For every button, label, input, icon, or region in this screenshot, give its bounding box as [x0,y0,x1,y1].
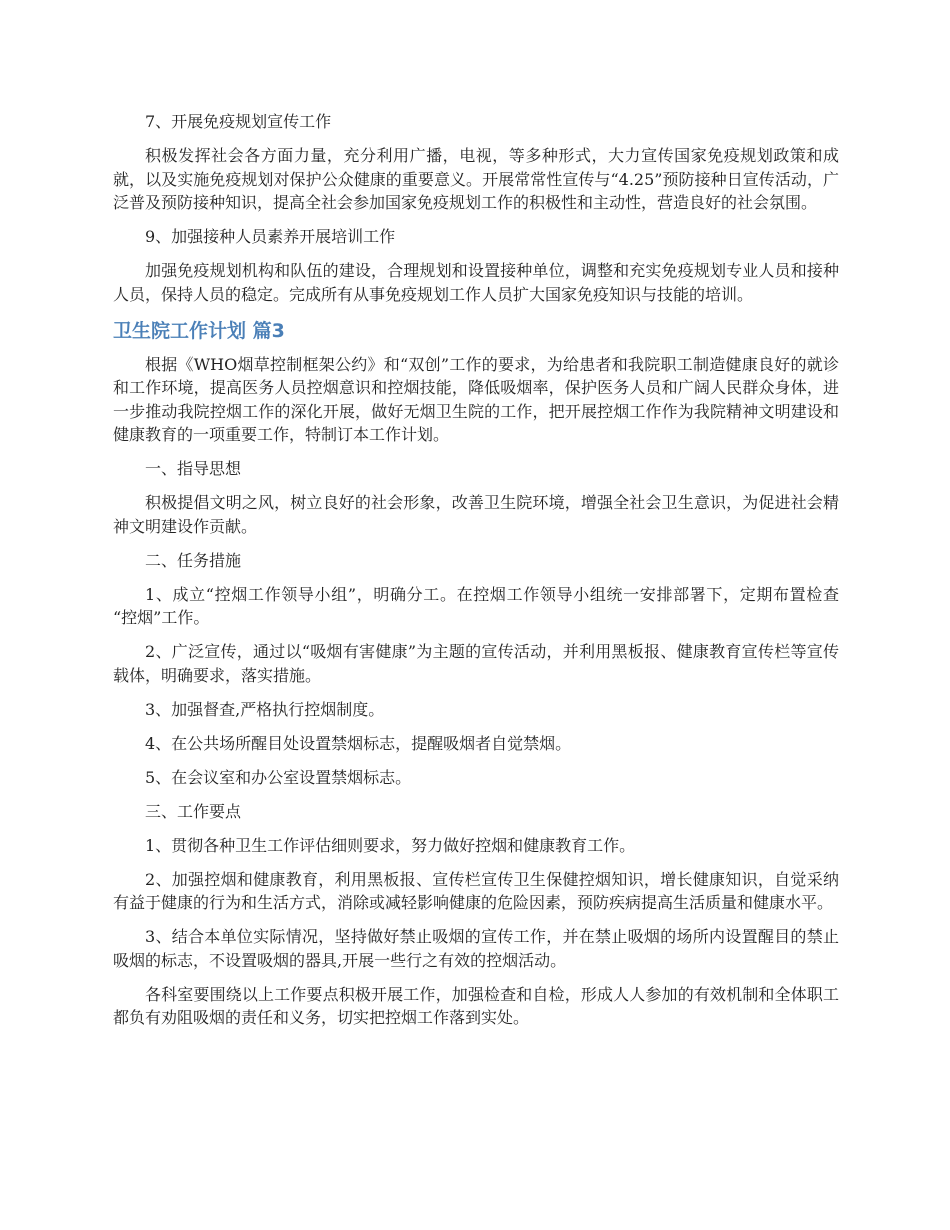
article-heading: 卫生院工作计划 篇3 [113,319,285,342]
section-title-9: 9、加强接种人员素养开展培训工作 [145,227,396,246]
section-title-key-points: 三、工作要点 [145,801,242,821]
list-item: 3、加强督查,严格执行控烟制度。 [145,699,385,719]
list-item: 5、在会议室和办公室设置禁烟标志。 [145,767,412,787]
paragraph: 各科室要围绕以上工作要点积极开展工作，加强检查和自检，形成人人参加的有效机制和全体职工都负有劝阻吸烟的责任和义务，切实把控烟工作落到实处。 [113,984,839,1027]
document-page [113,110,839,1040]
list-item: 3、结合本单位实际情况，坚持做好禁止吸烟的宣传工作，并在禁止吸烟的场所内设置醒目的禁止吸烟的标志，不设置吸烟的器具,开展一些行之有效的控烟活动。 [113,927,839,970]
paragraph: 根据《WHO烟草控制框架公约》和“双创”工作的要求，为给患者和我院职工制造健康良好的就诊和工作环境，提高医务人员控烟意识和控烟技能，降低吸烟率，保护医务人员和广阔人民群众身体，进一步推动我院控烟工作的深化开展，做好无烟卫生院的工作，把开展控烟工作作为我院精神文明建设和健康教育的一项重要工作，特制订本工作计划。 [113,354,839,444]
list-item: 1、贯彻各种卫生工作评估细则要求，努力做好控烟和健康教育工作。 [145,835,636,855]
paragraph: 积极发挥社会各方面力量，充分利用广播，电视，等多种形式，大力宣传国家免疫规划政策和成就，以及实施免疫规划对保护公众健康的重要意义。开展常常性宣传与“4.25”预防接种日宣传活动，广泛普及预防接种知识，提高全社会参加国家免疫规划工作的积极性和主动性，营造良好的社会氛围。 [113,146,839,212]
section-title-measures: 二、任务措施 [145,550,242,570]
list-item: 1、成立“控烟工作领导小组”，明确分工。在控烟工作领导小组统一安排部署下，定期布置检查 “控烟”工作。 [113,584,839,627]
list-item: 2、加强控烟和健康教育，利用黑板报、宣传栏宣传卫生保健控烟知识，增长健康知识，自觉采纳有益于健康的行为和生活方式，消除或减轻影响健康的危险因素，预防疾病提高生活质量和健康水平。 [113,869,839,912]
paragraph: 加强免疫规划机构和队伍的建设，合理规划和设置接种单位，调整和充实免疫规划专业人员和接种人员，保持人员的稳定。完成所有从事免疫规划工作人员扩大国家免疫知识与技能的培训。 [113,261,839,304]
list-item: 2、广泛宣传，通过以“吸烟有害健康”为主题的宣传活动，并利用黑板报、健康教育宣传栏等宣传载体，明确要求，落实措施。 [113,642,839,685]
section-title-guiding: 一、指导思想 [145,459,242,478]
list-item: 4、在公共场所醒目处设置禁烟标志，提醒吸烟者自觉禁烟。 [145,733,572,753]
section-title-7: 7、开展免疫规划宣传工作 [145,112,332,131]
paragraph: 积极提倡文明之风，树立良好的社会形象，改善卫生院环境，增强全社会卫生意识，为促进社会精神文明建设作贡献。 [113,493,839,536]
